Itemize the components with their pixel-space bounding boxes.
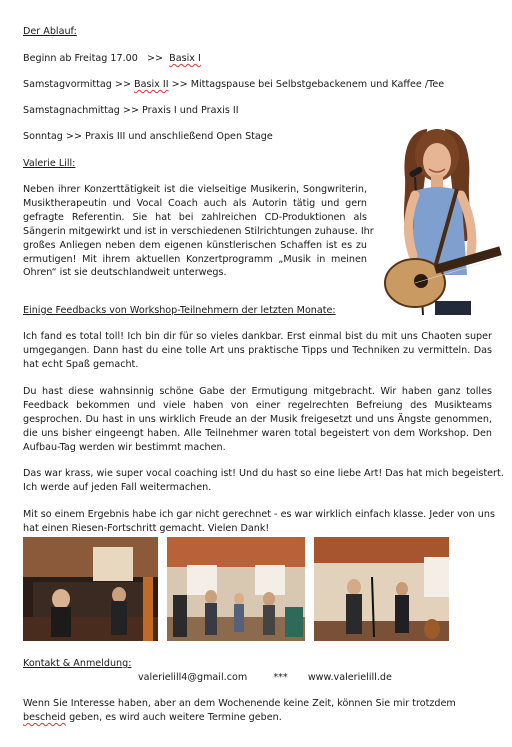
contact-note-rest: geben, es wird auch weitere Termine geben. [66,712,282,723]
feedback-line: Mit so einem Ergebnis habe ich gar nicht gerechnet - es war wirklich einfach klasse. Jeder von uns [23,509,495,520]
bio-line: Neben ihrer Konzerttätigkeit ist die vielseitige Musikerin, Songwriterin, [23,184,367,195]
feedback-heading: Einige Feedbacks von Workshop-Teilnehmern der letzten Monate: [23,305,336,316]
feedback-item-1 [23,330,492,372]
contact-separator: *** [273,672,288,683]
bio-heading: Valerie Lill: [23,158,76,169]
feedback-line: Ich werde auf jeden Fall weitermachen. [23,481,212,493]
workshop-photo-3 [314,537,449,641]
contact-note-line1: Wenn Sie Interesse haben, aber an dem Wochenende keine Zeit, können Sie mir trotzdem [23,698,456,709]
feedback-item-2 [23,385,492,455]
basix-1-link: Basix I [169,53,201,64]
feedback-line: Du hast diese wahnsinnig schöne Gabe der Ermutigung mitgebracht. Wir haben ganz tolles [23,386,492,397]
contact-email[interactable]: valerielill4@gmail.com [138,672,248,683]
feedback-item-4 [23,508,495,536]
schedule-heading: Der Ablauf: [23,26,77,37]
basix-2-link: Basix II [134,79,169,90]
schedule-saturday-morning-rest: >> Mittagspause bei Selbstgebackenem und Kaffee /Tee [168,79,445,90]
feedback-line: umgegangen. Dann hast du eine tolle Art uns praktische Tipps und Techniken zu vermitteln. Das [23,344,492,356]
schedule-sunday: Sonntag >> Praxis III und anschließend Open Stage [23,131,273,142]
feedback-line: die uns bisher eingeengt haben. Alle Teilnehmer waren total begeistert von dem Workshop. Den [23,427,492,439]
feedback-line: hat einen Riesen-Fortschritt gemacht. Vielen Dank! [23,522,270,534]
schedule-saturday-morning-text: Samstagvormittag >> [23,79,135,90]
bio-line: Sängerin mitgewirkt und ist in verschiedenen Stilrichtungen zuhause. Ihr [23,225,374,237]
feedback-line: Ich fand es total toll! Ich bin dir für so vieles dankbar. Erst einmal bist du mit uns Chaoten super [23,331,492,342]
workshop-photo-2 [167,537,305,641]
feedback-line: Feedback bekommen und viele haben von einer regelrechten Befreiung des Musikteams [23,399,492,411]
schedule-saturday-morning [23,78,444,92]
bio-line: großes Anliegen neben dem eigenen künstlerischen Schaffen ist es zu [23,239,367,251]
feedback-line: Aufbau-Tag werden wir bestimmt machen. [23,441,226,453]
feedback-line: Das war krass, wie super vocal coaching ist! Und du hast so eine liebe Art! Das hat mich begeistert. [23,468,504,479]
bio-line: Musiktherapeutin und Vocal Coach auch als Autorin tätig und gern [23,197,367,209]
contact-note-line2 [23,711,282,725]
bio-line: Ohren“ ist sie deutschlandweit unterwegs. [23,267,227,279]
feedback-line: gesprochen. Du hast in uns wirklich Freude an der Musik freigesetzt und uns Ängste genommen, [23,413,492,425]
contact-heading: Kontakt & Anmeldung: [23,658,132,669]
schedule-saturday-afternoon: Samstagnachmittag >> Praxis I und Praxis II [23,105,239,116]
bescheid-word: bescheid [23,712,67,723]
contact-details [138,671,392,685]
bio-line: ermutigen! Mit ihrem aktuellen Konzertprogramm „Musik in meinen [23,253,367,265]
schedule-friday-text: Beginn ab Freitag 17.00 >> [23,53,170,64]
portrait-photo [375,125,504,315]
bio-line: gefragte Referentin. Sie hat bei zahlreichen CD-Produktionen als [23,211,367,223]
bio-paragraph [23,183,374,280]
workshop-photo-1 [23,537,158,641]
feedback-line: hat echt Spaß gemacht. [23,358,139,370]
contact-website[interactable]: www.valerielill.de [307,672,392,683]
schedule-friday [23,52,201,66]
feedback-item-3 [23,467,504,495]
